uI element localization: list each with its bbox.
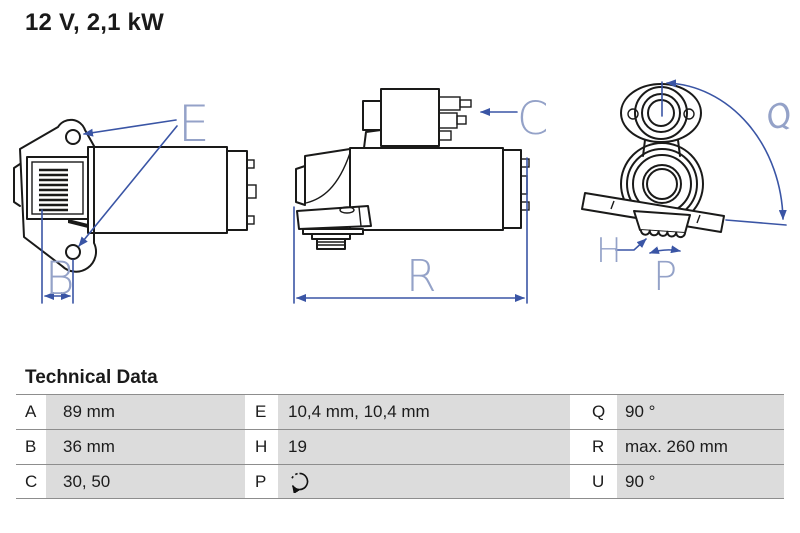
param-value: 36 mm — [46, 430, 245, 464]
param-key: P — [245, 465, 278, 498]
dimension-label-p: P — [653, 254, 678, 300]
param-value: 10,4 mm, 10,4 mm — [278, 395, 570, 429]
param-key: R — [570, 430, 617, 464]
param-value: max. 260 mm — [617, 430, 784, 464]
param-value: 89 mm — [46, 395, 245, 429]
front-left-view — [14, 95, 256, 305]
param-value — [278, 465, 570, 498]
param-value: 90 ° — [617, 395, 784, 429]
dimension-label-h: H — [596, 231, 622, 271]
technical-data-heading: Technical Data — [25, 367, 158, 388]
param-key: U — [570, 465, 617, 498]
dimension-label-q: Q — [760, 93, 798, 139]
param-value: 19 — [278, 430, 570, 464]
param-value: 30, 50 — [46, 465, 245, 498]
param-key: Q — [570, 395, 617, 429]
table-row — [16, 395, 784, 430]
dimension-label-r: R — [406, 251, 437, 302]
param-key: C — [16, 465, 46, 498]
dimension-label-b: B — [45, 252, 75, 305]
param-key: B — [16, 430, 46, 464]
table-row — [16, 430, 784, 465]
rotation-direction-icon — [288, 470, 311, 493]
param-key: H — [245, 430, 278, 464]
vent-slots — [39, 170, 68, 210]
table-row — [16, 465, 784, 499]
param-key: E — [245, 395, 278, 429]
pinion-end-view — [582, 82, 798, 300]
dimension-label-c: C — [517, 92, 549, 145]
side-view — [294, 89, 548, 303]
dimension-label-e: E — [178, 95, 210, 153]
param-value: 90 ° — [617, 465, 784, 498]
technical-data-table — [16, 394, 784, 499]
page-title: 12 V, 2,1 kW — [25, 9, 164, 36]
param-key: A — [16, 395, 46, 429]
